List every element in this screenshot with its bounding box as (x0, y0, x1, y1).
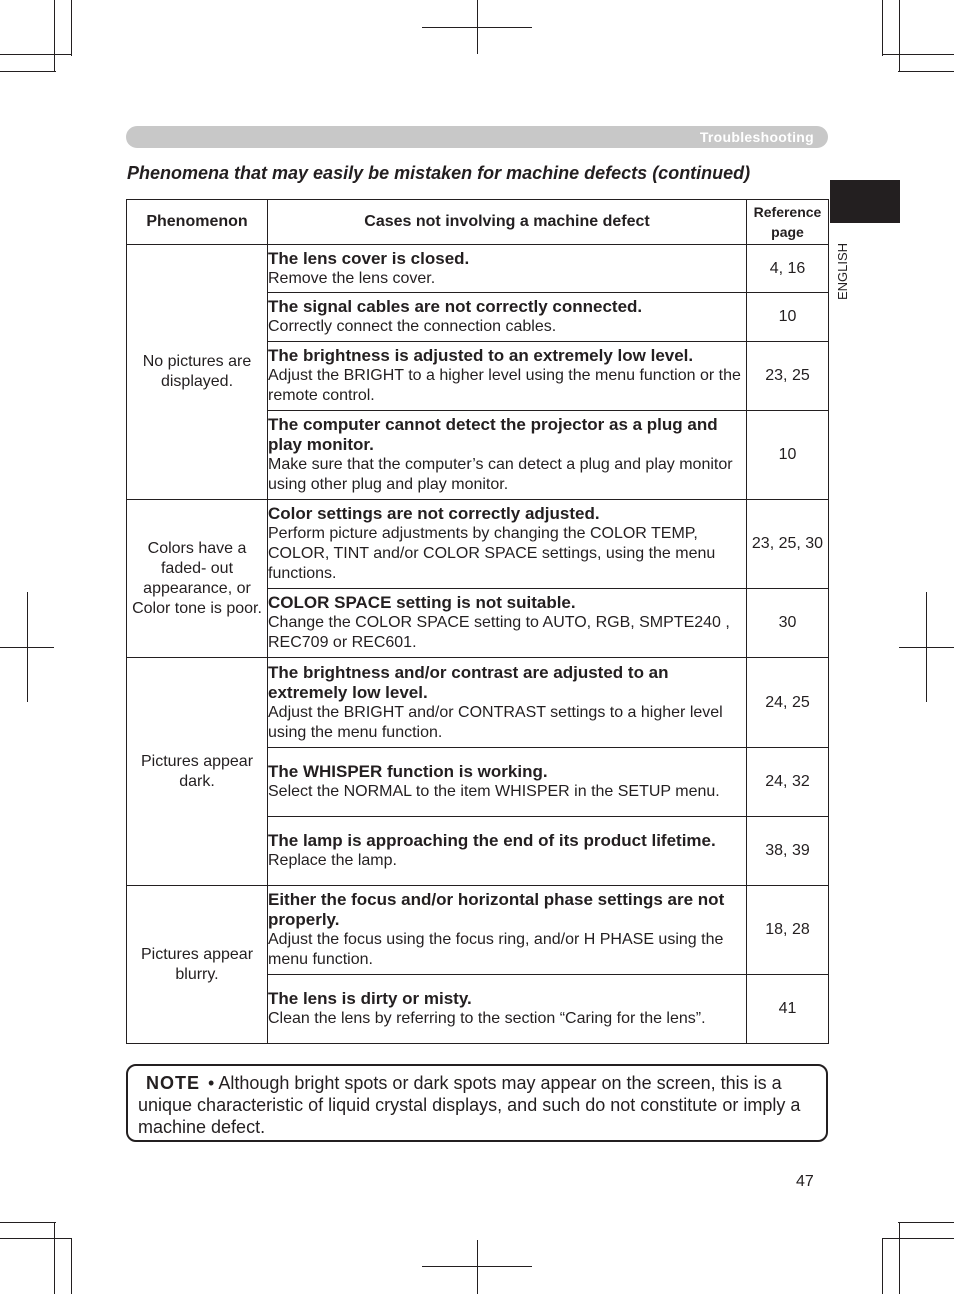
phenomenon-cell: Pictures appear dark. (127, 658, 268, 886)
cause-text: The computer cannot detect the projector as a plug and play monitor. (268, 415, 718, 454)
case-cell (268, 658, 747, 748)
table-row (127, 886, 829, 975)
column-header-reference: Reference page (747, 200, 829, 245)
page-number: 47 (796, 1173, 814, 1190)
cause-text: The lamp is approaching the end of its product lifetime. (268, 831, 716, 850)
remedy-text: Adjust the BRIGHT and/or CONTRAST settings to a higher level using the menu function. (268, 703, 723, 741)
reference-page-cell: 10 (747, 411, 829, 500)
case-cell (268, 589, 747, 658)
reference-page-cell: 38, 39 (747, 817, 829, 886)
case-cell (268, 245, 747, 293)
cause-text: The lens cover is closed. (268, 248, 470, 268)
cause-text: The brightness is adjusted to an extremely low level. (268, 346, 694, 365)
case-cell (268, 500, 747, 589)
remedy-text: Select the NORMAL to the item WHISPER in the SETUP menu. (268, 783, 720, 800)
reference-page-cell: 4, 16 (747, 245, 829, 293)
case-cell (268, 975, 747, 1044)
remedy-text: Change the COLOR SPACE setting to AUTO, RGB, SMPTE240 , REC709 or REC601. (268, 614, 730, 651)
reference-page-cell: 30 (747, 589, 829, 658)
table-body (127, 245, 829, 1044)
phenomenon-cell: Colors have a faded- out appearance, or Color tone is poor. (127, 500, 268, 658)
remedy-text: Perform picture adjustments by changing the COLOR TEMP, COLOR, TINT and/or COLOR SPACE settings, using the menu functions. (268, 525, 716, 582)
troubleshooting-table (126, 199, 829, 1044)
reference-page-cell: 41 (747, 975, 829, 1044)
table-row (127, 500, 829, 589)
remedy-text: Adjust the BRIGHT to a higher level using the menu function or the remote control. (268, 367, 741, 404)
case-cell (268, 817, 747, 886)
cause-text: Either the focus and/or horizontal phase settings are not properly. (268, 890, 725, 929)
column-header-cases: Cases not involving a machine defect (268, 200, 747, 245)
remedy-text: Replace the lamp. (268, 852, 397, 869)
note-text: • Although bright spots or dark spots may appear on the screen, this is a unique characteristic of liquid crystal displays, and such do not constitute or imply a machine defect. (138, 1073, 801, 1137)
table-row (127, 245, 829, 293)
reference-page-cell: 23, 25, 30 (747, 500, 829, 589)
remedy-text: Make sure that the computer’s can detect a plug and play monitor using other plug and play monitor. (268, 456, 733, 493)
case-cell (268, 748, 747, 817)
case-cell (268, 411, 747, 500)
language-label: ENGLISH (835, 242, 850, 300)
phenomenon-cell: Pictures appear blurry. (127, 886, 268, 1044)
remedy-text: Correctly connect the connection cables. (268, 318, 557, 335)
case-cell (268, 342, 747, 411)
reference-page-cell: 18, 28 (747, 886, 829, 975)
case-cell (268, 293, 747, 342)
note-content (138, 1072, 818, 1138)
cause-text: The signal cables are not correctly connected. (268, 297, 643, 316)
reference-page-cell: 24, 25 (747, 658, 829, 748)
case-cell (268, 886, 747, 975)
remedy-text: Remove the lens cover. (268, 269, 436, 287)
section-header-label: Troubleshooting (699, 129, 814, 145)
cause-text: Color settings are not correctly adjusted. (268, 504, 600, 523)
cause-text: The brightness and/or contrast are adjusted to an extremely low level. (268, 662, 669, 702)
language-tab (830, 180, 900, 223)
remedy-text: Adjust the focus using the focus ring, and/or H PHASE using the menu function. (268, 931, 724, 968)
phenomenon-cell: No pictures are displayed. (127, 245, 268, 500)
reference-page-cell: 24, 32 (747, 748, 829, 817)
reference-page-cell: 23, 25 (747, 342, 829, 411)
section-title: Phenomena that may easily be mistaken for machine defects (continued) (127, 163, 751, 183)
cause-text: The WHISPER function is working. (268, 762, 548, 781)
section-header-bar (126, 126, 828, 148)
column-header-phenomenon: Phenomenon (127, 200, 268, 245)
note-box (126, 1064, 828, 1142)
cause-text: COLOR SPACE setting is not suitable. (268, 593, 576, 612)
cause-text: The lens is dirty or misty. (268, 989, 472, 1008)
table-row (127, 658, 829, 748)
table-header-row (127, 200, 829, 245)
remedy-text: Clean the lens by referring to the section “Caring for the lens”. (268, 1010, 706, 1027)
note-label: NOTE (146, 1073, 201, 1093)
reference-page-cell: 10 (747, 293, 829, 342)
